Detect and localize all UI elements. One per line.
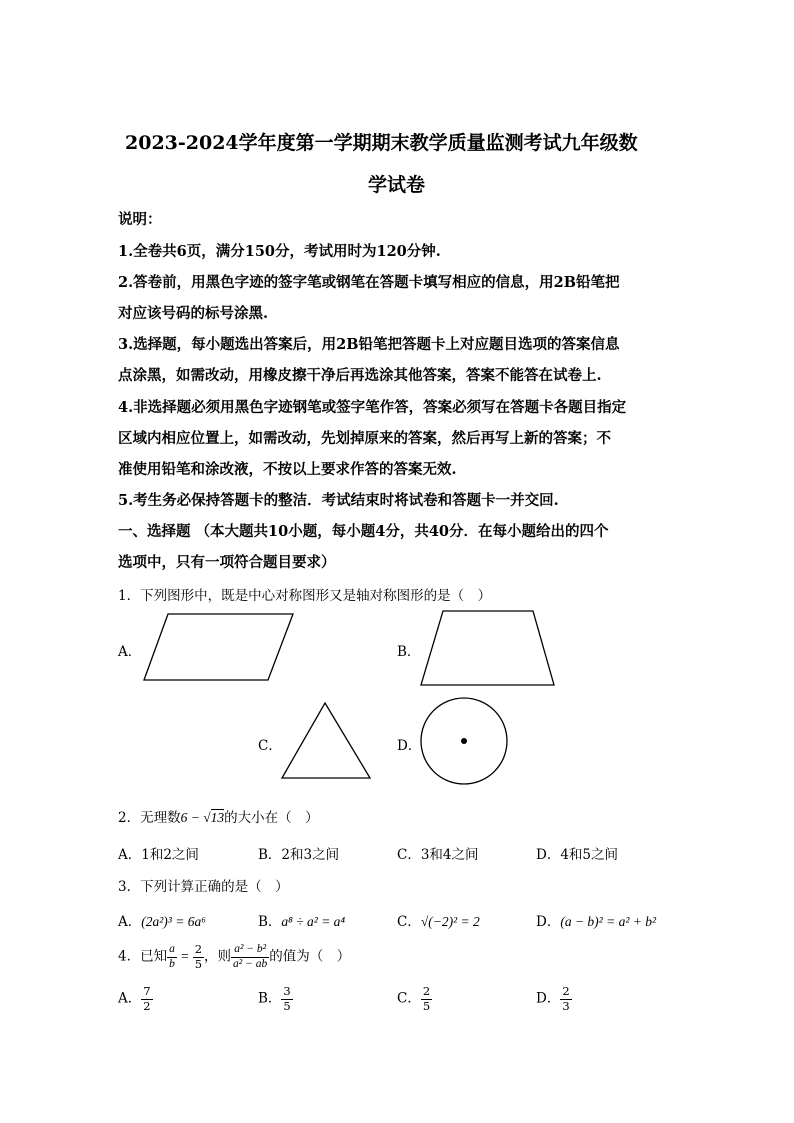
- q2-expr-a: 6 −: [180, 810, 204, 825]
- q4-option-a-fraction: [141, 986, 152, 1012]
- instruction-line: 4.非选择题必须用黑色字迹钢笔或签字笔作答，答案必须写在答题卡各题目指定: [118, 399, 627, 416]
- q3-label-c: C．: [397, 914, 421, 930]
- q4-option-c-fraction: [421, 986, 432, 1012]
- q4-given-num: a: [167, 944, 177, 958]
- q4-given-value-den: 5: [194, 956, 203, 971]
- q4-label-a: A．: [118, 990, 142, 1007]
- q1-option-c-label: C．: [258, 738, 282, 754]
- instruction-line: 3.选择题，每小题选出答案后，用2B铅笔把答题卡上对应题目选项的答案信息: [118, 336, 620, 353]
- instruction-line: 1.全卷共6页，满分150分，考试用时为120分钟.: [118, 243, 441, 260]
- q2-option-c: C．3和4之间: [397, 847, 479, 863]
- q3-expr-d: (a − b)² = a² + b²: [560, 914, 657, 929]
- q3-label-d: D．: [536, 914, 561, 930]
- q4-option-d-num: 2: [562, 984, 570, 998]
- q4-expr-fraction: [231, 944, 269, 970]
- instruction-line: 点涂黑，如需改动，用橡皮擦干净后再选涂其他答案，答案不能答在试卷上.: [118, 367, 602, 384]
- page-title-line2: 学试卷: [368, 174, 426, 196]
- page-title-line1: 2023-2024学年度第一学期期末教学质量监测考试九年级数: [125, 132, 638, 154]
- q4-expr-den: a² − ab: [233, 957, 268, 970]
- q3-expr-a: (2a²)³ = 6a⁶: [141, 914, 206, 929]
- section-heading: 一、选择题 （本大题共10小题，每小题4分，共40分．在每小题给出的四个: [118, 523, 609, 540]
- q4-given-fraction: [167, 944, 177, 970]
- q4-given-den: b: [169, 957, 175, 970]
- q4-option-c-den: 5: [422, 998, 431, 1013]
- instruction-line: 区域内相应位置上，如需改动，先划掉原来的答案，然后再写上新的答案；不: [118, 430, 611, 447]
- q4-given-eq: =: [176, 948, 193, 964]
- q4-label-c: C．: [397, 990, 421, 1007]
- trapezoid-figure: [421, 611, 554, 685]
- q4-option-b: [258, 986, 293, 1012]
- q2-option-d: D．4和5之间: [536, 847, 619, 863]
- q4-label-d: D．: [536, 990, 561, 1007]
- q4-mid: ，则: [204, 948, 232, 965]
- instruction-line: 对应该号码的标号涂黑.: [118, 305, 269, 322]
- q4-option-a-num: 7: [143, 984, 151, 998]
- q2-stem-post: 的大小在（ ）: [224, 810, 319, 826]
- q2-option-b: B．2和3之间: [258, 847, 340, 863]
- q3-expr-c: √(−2)² = 2: [420, 914, 480, 929]
- question-2-stem: [118, 806, 319, 826]
- q4-option-d: [536, 986, 572, 1012]
- q4-option-c: [397, 986, 432, 1012]
- instruction-line: 2.答卷前，用黑色字迹的签字笔或钢笔在答题卡填写相应的信息，用2B铅笔把: [118, 274, 620, 291]
- parallelogram-figure: [144, 614, 293, 680]
- q4-given-value: [193, 944, 204, 970]
- q4-stem-post: 的值为（ ）: [269, 948, 351, 965]
- instructions-heading: 说明：: [118, 211, 162, 228]
- question-1-stem: 1．下列图形中，既是中心对称图形又是轴对称图形的是（ ）: [118, 588, 492, 604]
- sqrt-symbol: √: [203, 810, 211, 825]
- q4-given-value-num: 2: [194, 942, 203, 956]
- q4-option-a-den: 2: [143, 998, 151, 1013]
- q4-option-a: [118, 986, 153, 1012]
- instruction-line: 准使用铅笔和涂改液，不按以上要求作答的答案无效.: [118, 461, 457, 478]
- q4-expr-num: a² − b²: [231, 944, 269, 958]
- q1-option-b-label: B．: [397, 644, 421, 660]
- q4-option-b-den: 5: [283, 998, 291, 1013]
- q3-label-a: A．: [118, 914, 142, 930]
- circle-center-dot: [461, 738, 467, 744]
- triangle-figure: [282, 703, 370, 778]
- q1-option-d-label: D．: [397, 738, 422, 754]
- q3-option-d: [536, 910, 656, 930]
- section-heading: 选项中，只有一项符合题目要求）: [118, 554, 336, 571]
- q2-expr: [181, 809, 225, 825]
- instruction-line: 5.考生务必保持答题卡的整洁．考试结束时将试卷和答题卡一并交回.: [118, 492, 559, 509]
- q1-option-a-label: A．: [118, 644, 142, 660]
- q4-option-d-fraction: [560, 986, 571, 1012]
- q2-stem-pre: 2．无理数: [118, 810, 181, 826]
- q3-option-a: [118, 910, 206, 930]
- q4-stem-pre: 4．已知: [118, 948, 168, 965]
- q3-option-c: [397, 910, 480, 930]
- q3-option-b: [258, 910, 345, 930]
- question-3-stem: 3．下列计算正确的是（ ）: [118, 879, 289, 895]
- q4-option-d-den: 3: [562, 998, 570, 1013]
- q3-label-b: B．: [258, 914, 282, 930]
- q4-option-b-fraction: [281, 986, 292, 1012]
- q4-option-b-num: 3: [283, 984, 291, 998]
- q3-expr-b: a⁸ ÷ a² = a⁴: [281, 914, 346, 929]
- q4-label-b: B．: [258, 990, 282, 1007]
- q2-option-a: A．1和2之间: [118, 847, 199, 863]
- question-4-stem: [118, 944, 350, 970]
- q4-option-c-num: 2: [422, 984, 431, 998]
- q2-radicand: 13: [210, 810, 225, 825]
